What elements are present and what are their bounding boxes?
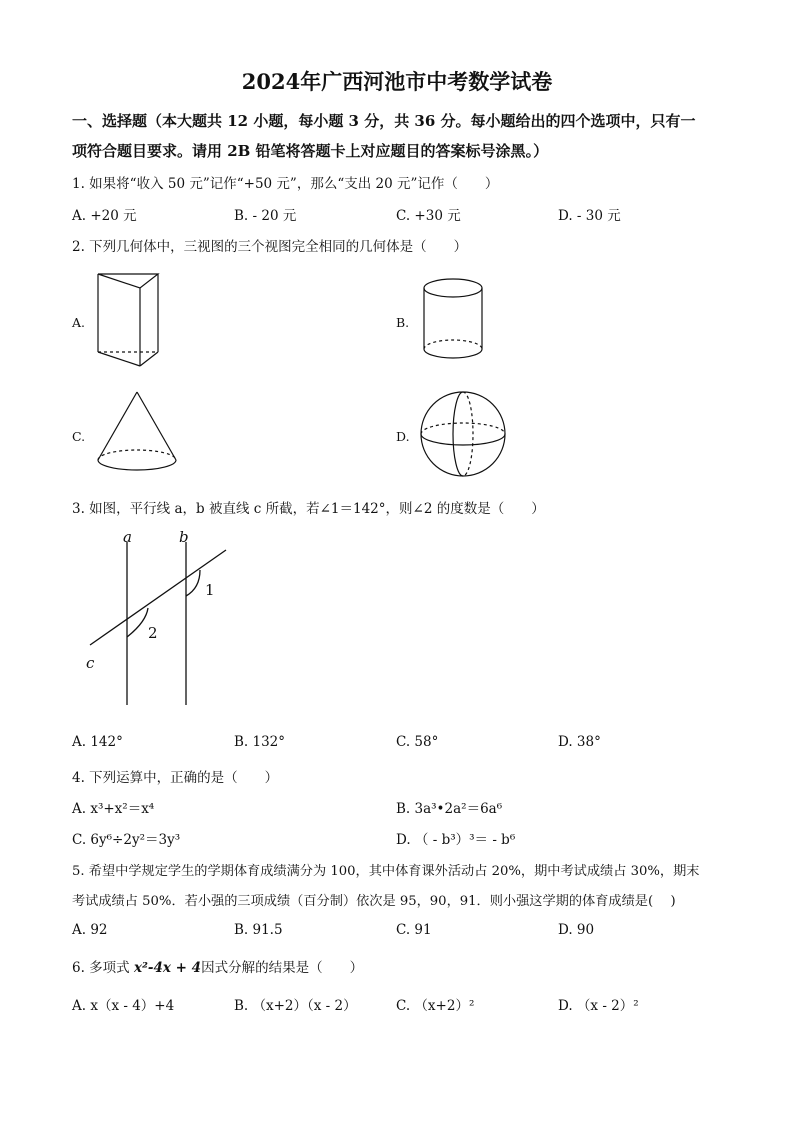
q6-option-d: D. （x - 2）²: [558, 998, 639, 1014]
line-b-label: b: [179, 528, 189, 546]
q1-option-b: B. - 20 元: [234, 208, 297, 224]
q1-option-c: C. +30 元: [396, 208, 461, 224]
q4-option-d: D. （ - b³）³＝ - b⁶: [396, 832, 516, 848]
q4-option-a: A. x³+x²＝x⁴: [72, 801, 155, 817]
q2-label-b: B.: [396, 315, 410, 330]
q5-option-b: B. 91.5: [234, 922, 283, 938]
triangular-prism-figure: [92, 268, 164, 378]
angle-1-label: 1: [205, 581, 215, 599]
q4-option-c: C. 6y⁶÷2y²＝3y³: [72, 832, 181, 848]
q3-option-b: B. 132°: [234, 734, 286, 750]
q1-option-a: A. +20 元: [72, 208, 137, 224]
page-title: 2024年广西河池市中考数学试卷: [241, 69, 553, 94]
question-4-stem: 4. 下列运算中，正确的是（ ）: [72, 770, 279, 786]
question-2-stem: 2. 下列几何体中，三视图的三个视图完全相同的几何体是（ ）: [72, 239, 468, 255]
question-1-stem: 1. 如果将“收入 50 元”记作“+50 元”，那么“支出 20 元”记作（ ）: [72, 176, 499, 192]
cylinder-figure: [420, 275, 486, 370]
q4-option-b: B. 3a³•2a²＝6a⁶: [396, 801, 503, 817]
q3-option-c: C. 58°: [396, 734, 439, 750]
q5-option-a: A. 92: [72, 922, 108, 938]
q6-option-b: B. （x+2）（x - 2）: [234, 998, 357, 1014]
q6-option-c: C. （x+2）²: [396, 998, 475, 1014]
q3-option-d: D. 38°: [558, 734, 601, 750]
q2-label-a: A.: [72, 315, 86, 330]
question-6-stem: [72, 956, 363, 976]
sphere-figure: [418, 390, 512, 480]
question-5-line2: 考试成绩占 50%．若小强的三项成绩（百分制）依次是 95，90，91．则小强这学期的体育成绩是( ): [72, 894, 676, 909]
q5-option-d: D. 90: [558, 922, 595, 938]
cone-figure: [94, 390, 180, 474]
question-3-stem: 3. 如图，平行线 a，b 被直线 c 所截，若∠1＝142°，则∠2 的度数是（ ）: [72, 501, 545, 517]
q3-option-a: A. 142°: [72, 734, 123, 750]
q6-expression: x²-4x + 4: [133, 960, 202, 976]
line-c-label: c: [86, 654, 95, 672]
parallel-lines-figure: [80, 522, 240, 712]
q2-label-c: C.: [72, 429, 86, 444]
q5-option-c: C. 91: [396, 922, 432, 938]
section-heading-line2: 项符合题目要求。请用 2B 铅笔将答题卡上对应题目的答案标号涂黑。）: [72, 142, 549, 160]
question-5-line1: 5. 希望中学规定学生的学期体育成绩满分为 100，其中体育课外活动占 20%，期中考试成绩占 30%，期末: [72, 864, 700, 879]
q6-option-a: A. x（x - 4）+4: [72, 998, 175, 1014]
q6-stem-suffix: 因式分解的结果是（ ）: [201, 960, 364, 976]
q2-label-d: D.: [396, 429, 410, 444]
q1-option-d: D. - 30 元: [558, 208, 621, 224]
angle-2-label: 2: [148, 624, 158, 642]
section-heading-line1: 一、选择题（本大题共 12 小题，每小题 3 分，共 36 分。每小题给出的四个选项中，只有一: [72, 112, 696, 130]
line-a-label: a: [123, 528, 132, 546]
q6-stem-prefix: 6. 多项式: [72, 960, 134, 976]
